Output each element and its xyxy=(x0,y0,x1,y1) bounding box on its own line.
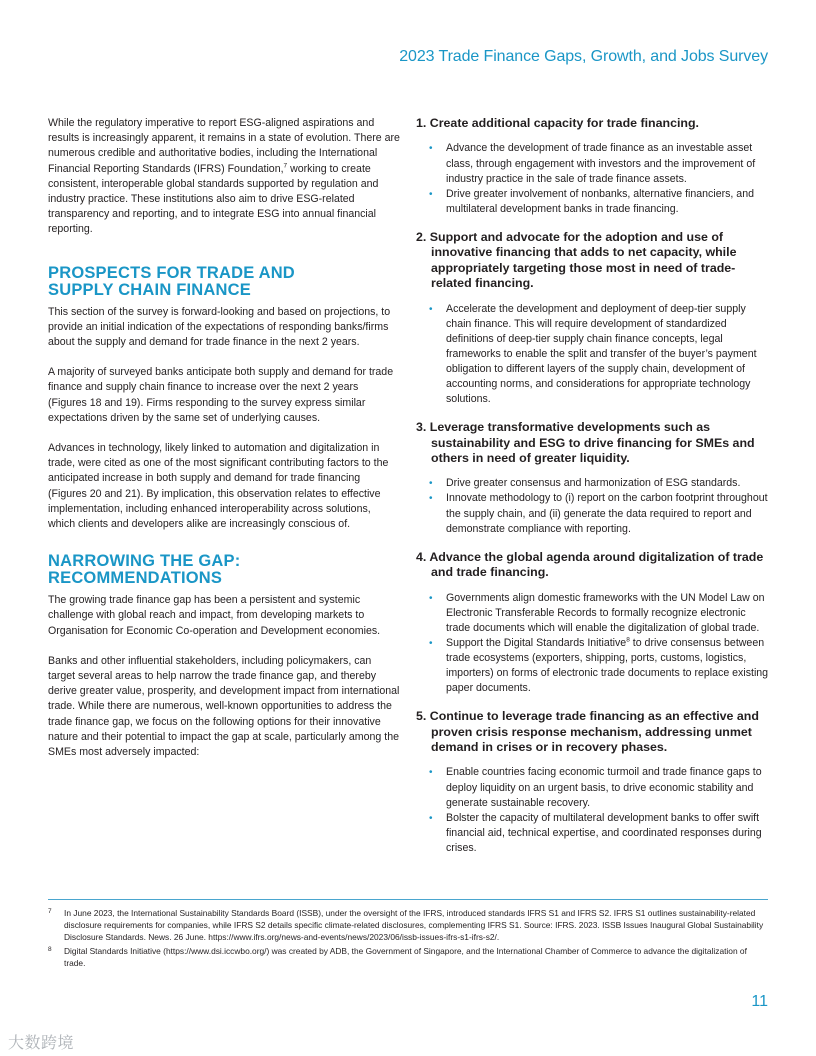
footnote-divider xyxy=(48,899,768,900)
recommendation-2-list xyxy=(416,302,772,408)
prospects-paragraph-2: A majority of surveyed banks anticipate both supply and demand for trade finance and supply chain finance to increase over the next 2 years (Figures 18 and 19). Firms responding to the survey express similar expectations driven by the same set of underlying causes. xyxy=(48,366,394,424)
list-item: • Innovate methodology to (i) report on the carbon footprint throughout the supply chain, and (ii) generate the data required to report and demonstrate compliance with reporting. xyxy=(416,491,772,536)
narrowing-paragraph-2: Banks and other influential stakeholders, including policymakers, can target several areas to help narrow the trade finance gap, and thereby derive greater value, prosperity, and development impact from international trade. While there are numerous, well-known opportunities to address the trade finance gap, we focus on the following options for their innovative nature and their potential to impact the gap at scale, particularly among the SMEs most adversely impacted: xyxy=(48,654,400,759)
footnote-ref-7[interactable]: 7 xyxy=(283,162,288,170)
list-item: • Drive greater consensus and harmonization of ESG standards. xyxy=(416,476,772,491)
recommendation-1-list xyxy=(416,141,772,216)
footnote-8: 8 Digital Standards Initiative (https://www.dsi.iccwbo.org/) was created by ADB, the Government of Singapore, and the International Chamber of Commerce to advance the digitalization of trade. xyxy=(48,945,747,968)
prospects-paragraph-3: Advances in technology, likely linked to automation and digitalization in trade, were cited as one of the most significant contributing factors to the anticipated increase in both supply and demand for trade financing (Figures 20 and 21). By implication, this observation relates to effective implementation, including enhanced interoperability across solutions, which clients and developers alike are increasingly conscious of. xyxy=(48,442,389,531)
heading-narrowing-gap: NARROWING THE GAP: RECOMMENDATIONS xyxy=(48,552,241,588)
recommendation-3-list xyxy=(416,476,772,536)
recommendation-5-list xyxy=(416,765,772,856)
list-item: • Advance the development of trade finance as an investable asset class, through engagement with investors and the improvement of industry practice in the sale of trade finance assets. xyxy=(416,141,772,186)
list-item: • Enable countries facing economic turmoil and trade finance gaps to deploy liquidity on an urgent basis, to drive economic stability and generate sustainable recovery. xyxy=(416,765,772,810)
footnote-ref-8[interactable]: 8 xyxy=(626,636,630,644)
narrowing-paragraph-1: The growing trade finance gap has been a persistent and systemic challenge with global reach and impact, from developing markets to Organisation for Economic Co-operation and Development economies. xyxy=(48,594,381,637)
footnotes xyxy=(48,907,768,969)
recommendation-5-title: 5. Continue to leverage trade financing as an effective and proven crisis response mechanism, addressing unmet demand in crises or in recovery phases. xyxy=(416,709,759,755)
heading-prospects: PROSPECTS FOR TRADE AND SUPPLY CHAIN FINANCE xyxy=(48,263,295,299)
list-item: • Governments align domestic frameworks with the UN Model Law on Electronic Transferable Records to formally recognize electronic trade documents which will enable the digitalization of global trade. xyxy=(416,591,772,636)
right-column xyxy=(416,116,772,856)
recommendation-4-list xyxy=(416,591,772,697)
list-item: • Bolster the capacity of multilateral development banks to offer swift financial aid, technical expertise, and coordinated responses during crises. xyxy=(416,811,772,856)
intro-paragraph: While the regulatory imperative to report ESG-aligned aspirations and results is increasingly apparent, it remains in a state of evolution. There are numerous credible and authoritative bodies, including the International Financial Reporting Standards (IFRS) Foundation,$^7$ working to create consistent, interoperable global standards supported by regulation and industry practice. These institutions also aim to drive ESG-related transparency and reporting, and to integrate ESG into annual financial reporting. xyxy=(48,117,400,236)
left-column xyxy=(48,116,400,760)
running-header: 2023 Trade Finance Gaps, Growth, and Jobs Survey xyxy=(399,48,768,65)
recommendation-3-title: 3. Leverage transformative developments such as sustainability and ESG to drive financing for SMEs and others in need of greater liquidity. xyxy=(416,420,755,465)
page-number: 11 xyxy=(751,993,768,1010)
list-item: • Support the Digital Standards Initiative$^8$ to drive consensus between trade ecosystems (exporters, shipping, ports, customs, logistics, importers) on forms of electronic trade documents to replace existing paper documents. xyxy=(416,636,772,696)
list-item: • Accelerate the development and deployment of deep-tier supply chain finance. This will require development of standardized definitions of deep-tier supply chain finance concepts, legal frameworks to enable the split and transfer of the buyer’s payment obligation to different layers of the supply chain, development of accounting norms, and considerations for appropriate technology solutions. xyxy=(416,302,772,408)
recommendation-2-title: 2. Support and advocate for the adoption and use of innovative financing that adds to net capacity, while appropriately targeting those most in need of trade-related financing. xyxy=(416,229,737,291)
recommendation-4-title: 4. Advance the global agenda around digitalization of trade and trade financing. xyxy=(416,549,764,580)
list-item: • Drive greater involvement of nonbanks, alternative financiers, and multilateral development banks in trade financing. xyxy=(416,187,772,217)
recommendation-1-title: 1. Create additional capacity for trade financing. xyxy=(416,116,699,130)
footnote-7: 7 In June 2023, the International Sustainability Standards Board (ISSB), under the oversight of the IFRS, introduced standards IFRS S1 and IFRS S2. IFRS S1 outlines sustainability-related disclosure requirements for companies, while IFRS S2 details specific climate-related disclosures, complementing IFRS S1. Source: IFRS. 2023. ISSB Issues Inaugural Global Sustainability Disclosure Standards. News. 26 June. https://www.ifrs.org/news-and-events/news/2023/06/issb-issues-ifrs-s1-ifrs-s2/. xyxy=(48,908,764,943)
watermark: 大数跨境 xyxy=(8,1035,75,1052)
prospects-paragraph-1: This section of the survey is forward-looking and based on projections, to provide an initial indication of the expectations of responding banks/firms about the supply and demand for trade finance in the next 2 years. xyxy=(48,305,391,349)
